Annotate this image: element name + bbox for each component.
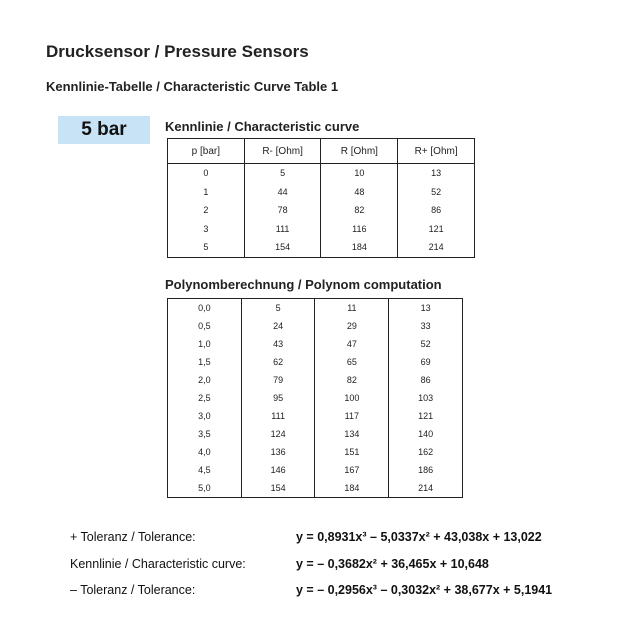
table-cell: 62 [241,353,315,371]
table-cell: 13 [398,164,475,183]
table-cell: 136 [241,443,315,461]
table-cell: 82 [315,371,389,389]
table-row [168,164,475,183]
table-cell: 0 [168,164,245,183]
formula-equation: y = 0,8931x³ – 5,0337x² + 43,038x + 13,022 [296,530,542,544]
characteristic-table-body [168,164,475,258]
table-cell: 3,0 [168,407,242,425]
table-row [168,353,463,371]
table-cell: 134 [315,425,389,443]
column-header: p [bar] [168,139,245,164]
table-cell: 5 [241,299,315,318]
formula-label: – Toleranz / Tolerance: [70,583,196,597]
table-row [168,425,463,443]
table-cell: 69 [389,353,463,371]
table-cell: 167 [315,461,389,479]
table-cell: 5 [168,238,245,257]
column-header: R+ [Ohm] [398,139,475,164]
table-cell: 95 [241,389,315,407]
table-cell: 13 [389,299,463,318]
table-cell: 117 [315,407,389,425]
polynom-computation-table [167,298,463,498]
table-cell: 2 [168,201,245,220]
characteristic-curve-table [167,138,475,258]
table-cell: 186 [389,461,463,479]
table-row [168,371,463,389]
table-cell: 4,0 [168,443,242,461]
table-row [168,299,463,318]
table-row [168,443,463,461]
table-cell: 124 [241,425,315,443]
table-cell: 111 [244,220,321,239]
table-cell: 33 [389,317,463,335]
table-cell: 0,0 [168,299,242,318]
table-cell: 5,0 [168,479,242,498]
table-cell: 2,5 [168,389,242,407]
table-row [168,461,463,479]
polynom-table-body [168,299,463,498]
table-cell: 5 [244,164,321,183]
table-cell: 11 [315,299,389,318]
table-cell: 111 [241,407,315,425]
table-row [168,183,475,202]
table-cell: 121 [398,220,475,239]
table-cell: 29 [315,317,389,335]
table-cell: 116 [321,220,398,239]
table-cell: 154 [244,238,321,257]
pressure-range-badge: 5 bar [58,116,150,144]
table-cell: 43 [241,335,315,353]
table-cell: 10 [321,164,398,183]
table-cell: 2,0 [168,371,242,389]
table-cell: 65 [315,353,389,371]
formula-equation: y = – 0,2956x³ – 0,3032x² + 38,677x + 5,1941 [296,583,553,597]
table-cell: 151 [315,443,389,461]
table-row [168,389,463,407]
table-cell: 47 [315,335,389,353]
table-cell: 184 [315,479,389,498]
table-cell: 24 [241,317,315,335]
table-header-row [168,139,475,164]
table-cell: 3,5 [168,425,242,443]
table-row [168,201,475,220]
table-row [168,335,463,353]
table-cell: 44 [244,183,321,202]
table-cell: 121 [389,407,463,425]
column-header: R- [Ohm] [244,139,321,164]
table-cell: 1,5 [168,353,242,371]
table-cell: 184 [321,238,398,257]
formula-label: Kennlinie / Characteristic curve: [70,556,246,571]
table-cell: 86 [398,201,475,220]
table-cell: 140 [389,425,463,443]
formula-label: + Toleranz / Tolerance: [70,530,196,544]
page-subtitle: Kennlinie-Tabelle / Characteristic Curve Table 1 [46,79,339,94]
characteristic-curve-title: Kennlinie / Characteristic curve [165,119,360,134]
table-cell: 48 [321,183,398,202]
page-title: Drucksensor / Pressure Sensors [46,42,309,61]
polynom-computation-title: Polynomberechnung / Polynom computation [165,277,442,292]
table-cell: 82 [321,201,398,220]
table-cell: 1 [168,183,245,202]
table-cell: 86 [389,371,463,389]
table-cell: 0,5 [168,317,242,335]
table-cell: 3 [168,220,245,239]
table-cell: 4,5 [168,461,242,479]
table-cell: 100 [315,389,389,407]
table-cell: 146 [241,461,315,479]
table-cell: 103 [389,389,463,407]
table-row [168,317,463,335]
table-cell: 162 [389,443,463,461]
table-cell: 214 [389,479,463,498]
formula-equation: y = – 0,3682x² + 36,465x + 10,648 [296,556,489,571]
table-cell: 52 [398,183,475,202]
table-cell: 154 [241,479,315,498]
table-row [168,479,463,498]
table-cell: 79 [241,371,315,389]
table-row [168,220,475,239]
table-cell: 78 [244,201,321,220]
table-row [168,238,475,257]
table-cell: 1,0 [168,335,242,353]
column-header: R [Ohm] [321,139,398,164]
table-cell: 214 [398,238,475,257]
table-cell: 52 [389,335,463,353]
table-row [168,407,463,425]
